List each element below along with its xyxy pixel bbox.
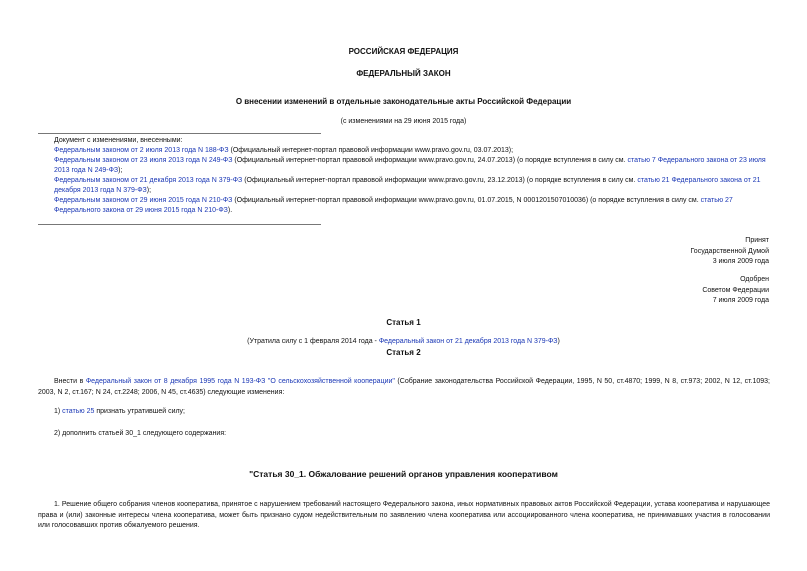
- divider-bottom: [38, 224, 321, 225]
- changes-list: [38, 136, 770, 216]
- approved-body: Советом Федерации: [702, 286, 769, 294]
- article-2-intro-suffix: (Собрание законодательства Российской Федерации, 1995, N 50, ст.4870; 1999, N 8, ст.973; 2002, N 12, ст.1093; 2003, N 2, ст.167; N 24, ст.2248; 2006, N 45, ст.4635) следующие изменения:: [38, 378, 770, 396]
- edition-note: (с изменениями на 29 июня 2015 года): [340, 118, 467, 125]
- change-tail: ).: [227, 207, 233, 214]
- change-text: (Официальный интернет-портал правовой информации www.pravo.gov.ru, 23.12.2013) (о порядке вступления в силу см.: [242, 177, 638, 184]
- new-article-paragraph: [38, 500, 770, 532]
- effective-date-link[interactable]: статью 7 Федерального закона от 23 июля 2013 года N 249-ФЗ: [54, 157, 766, 174]
- item-1-suffix: признать утратившей силу;: [94, 408, 186, 415]
- article-2-item-2: [38, 429, 770, 440]
- adopted-date: 3 июля 2009 года: [712, 258, 769, 265]
- change-text: (Официальный интернет-портал правовой информации www.pravo.gov.ru, 01.07.2015, N 0001201507010036) (о порядке вступления в силу см.: [232, 197, 701, 204]
- effective-date-link[interactable]: статью 27 Федерального закона от 29 июня 2015 года N 210-ФЗ: [54, 197, 733, 214]
- change-tail: );: [146, 187, 152, 194]
- change-text: (Официальный интернет-портал правовой информации www.pravo.gov.ru, 24.07.2013) (о порядке вступления в силу см.: [232, 157, 628, 164]
- change-text: (Официальный интернет-портал правовой информации www.pravo.gov.ru, 03.07.2013);: [228, 147, 514, 154]
- changes-intro: Документ с изменениями, внесенными:: [54, 137, 183, 144]
- effective-date-link[interactable]: статью 21 Федерального закона от 21 декабря 2013 года N 379-ФЗ: [54, 177, 761, 194]
- change-tail: );: [118, 167, 123, 174]
- article-1-heading: Статья 1: [386, 318, 421, 327]
- article-1-note: [0, 338, 807, 345]
- change-link[interactable]: Федеральным законом от 29 июня 2015 года N 210-ФЗ: [54, 197, 233, 204]
- document-title: О внесении изменений в отдельные законодательные акты Российской Федерации: [235, 97, 572, 106]
- paragraph-1: 1. Решение общего собрания членов кооператива, принятое с нарушением требований настоящего Федерального закона, иных нормативных правовых актов Российской Федерации, устава кооператива и нарушающее права и (или) законные интересы члена кооператива, может быть признано судом недействительным по заявлению члена кооператива или ассоциированного члена кооператива, не принимавших участия в голосовании или голосовавших против обжалуемого решения.: [38, 501, 770, 529]
- change-item: [38, 156, 770, 176]
- change-link[interactable]: Федеральным законом от 2 июля 2013 года N 188-ФЗ: [54, 147, 229, 154]
- approved-block: [702, 275, 769, 307]
- change-item: [38, 146, 770, 156]
- item-2-text: 2) дополнить статьей 30_1 следующего содержания:: [54, 430, 227, 437]
- article-1-note-suffix: ): [557, 338, 560, 345]
- change-item: [38, 196, 770, 216]
- new-article-heading: "Статья 30_1. Обжалование решений органов управления кооперативом: [249, 469, 558, 479]
- article-25-link[interactable]: статью 25: [62, 408, 95, 415]
- country-heading: РОССИЙСКАЯ ФЕДЕРАЦИЯ: [348, 47, 459, 56]
- change-link[interactable]: Федеральным законом от 23 июля 2013 года N 249-ФЗ: [54, 157, 233, 164]
- adopted-line: Принят: [745, 237, 769, 244]
- repeal-law-link[interactable]: Федеральный закон от 21 декабря 2013 года N 379-ФЗ: [378, 338, 558, 345]
- adopted-block: [690, 236, 769, 268]
- divider-top: [38, 133, 321, 134]
- article-2-heading: Статья 2: [386, 348, 421, 357]
- item-1-prefix: 1): [54, 408, 63, 415]
- adopted-body: Государственной Думой: [690, 247, 769, 255]
- amended-law-link[interactable]: Федеральный закон от 8 декабря 1995 года N 193-ФЗ "О сельскохозяйственной кооперации": [85, 378, 395, 385]
- change-link[interactable]: Федеральным законом от 21 декабря 2013 года N 379-ФЗ: [54, 177, 243, 184]
- change-item: [38, 176, 770, 196]
- article-2-item-1: [38, 407, 770, 418]
- doc-type-heading: ФЕДЕРАЛЬНЫЙ ЗАКОН: [356, 69, 451, 78]
- article-2-intro-prefix: Внести в: [54, 378, 86, 385]
- approved-line: Одобрен: [740, 276, 769, 283]
- article-2-intro: [38, 377, 770, 398]
- article-1-note-prefix: (Утратила силу с 1 февраля 2014 года -: [247, 338, 379, 345]
- approved-date: 7 июля 2009 года: [712, 297, 769, 304]
